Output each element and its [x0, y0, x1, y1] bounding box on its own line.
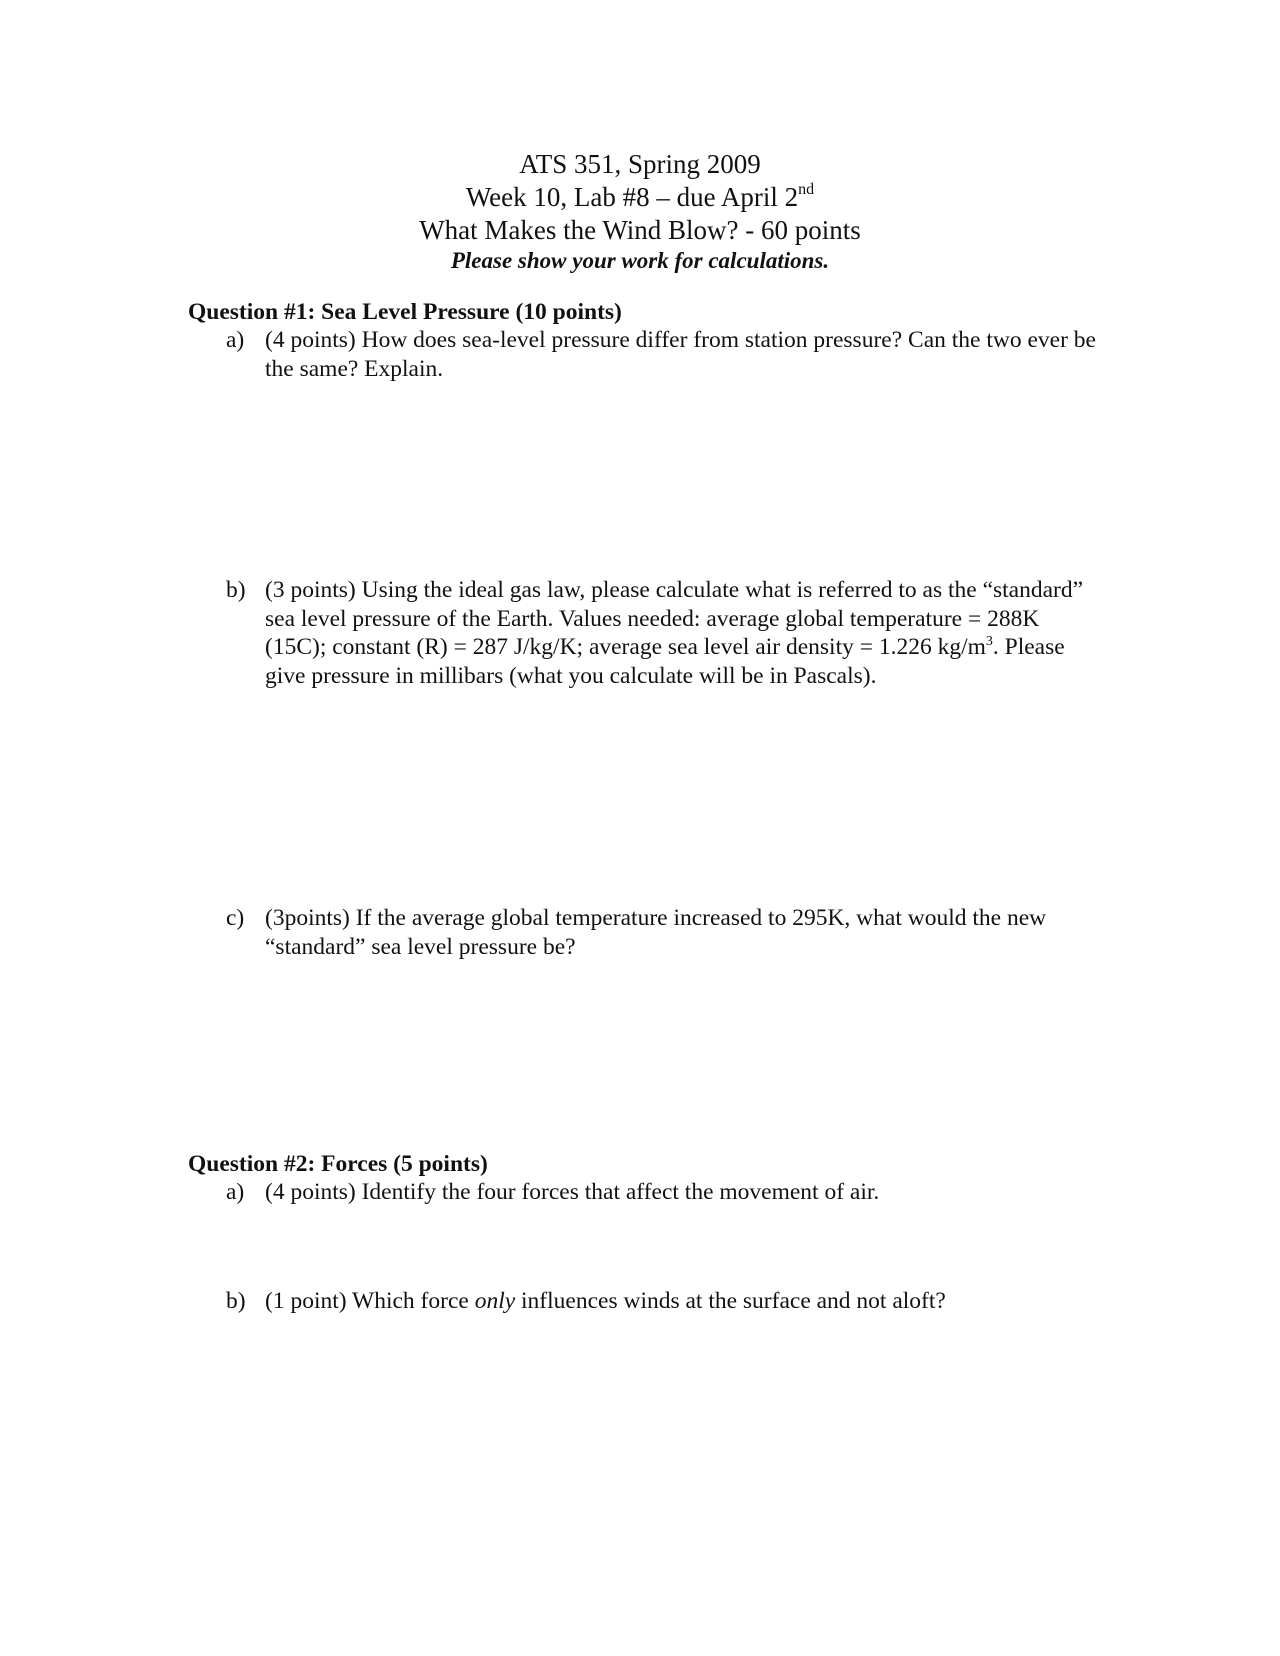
ordinal-suffix: nd — [798, 181, 815, 198]
question-1a — [226, 326, 1106, 383]
question-1b-text — [265, 576, 1106, 690]
question-2b-text — [265, 1287, 1106, 1316]
question-2a-text: (4 points) Identify the four forces that affect the movement of air. — [265, 1179, 880, 1205]
item-letter: b) — [226, 577, 246, 603]
course-title: ATS 351, Spring 2009 — [519, 149, 761, 179]
question-2a — [226, 1178, 1106, 1207]
item-letter: a) — [226, 327, 245, 353]
item-letter: a) — [226, 1179, 245, 1205]
question-1c-text: (3points) If the average global temperature increased to 295K, what would the new “standard” sea level pressure be? — [265, 905, 1047, 960]
lab-title: What Makes the Wind Blow? - 60 points — [419, 215, 861, 245]
question-1b-text-pre: (3 points) Using the ideal gas law, please calculate what is referred to as the “standard” sea level pressure of the Earth. Values needed: average global temperature = 288K (15C); constant (R) = 287 J/kg/K; average sea level air density = 1.226 kg/m — [265, 577, 1084, 660]
question-2b-text-post: influences winds at the surface and not aloft? — [515, 1288, 946, 1314]
item-letter: b) — [226, 1288, 246, 1314]
emphasis-only: only — [474, 1288, 516, 1314]
question-2b-text-pre: (1 point) Which force — [265, 1288, 475, 1314]
exponent: 3 — [985, 634, 993, 649]
item-letter: c) — [226, 905, 245, 931]
document-header — [0, 148, 1280, 275]
question-1c — [226, 904, 1106, 961]
instructions: Please show your work for calculations. — [450, 248, 830, 273]
lab-due-line — [0, 181, 1280, 214]
question-1b-text-post: . Please give pressure in millibars (what you calculate will be in Pascals). — [265, 634, 1065, 689]
question-2-title: Question #2: Forces (5 points) — [188, 1151, 488, 1177]
question-2b — [226, 1287, 1106, 1316]
question-1a-text: (4 points) How does sea-level pressure differ from station pressure? Can the two ever be the same? Explain. — [265, 327, 1096, 382]
question-1-title: Question #1: Sea Level Pressure (10 points) — [188, 299, 622, 325]
question-1b — [226, 576, 1106, 690]
lab-due-text: Week 10, Lab #8 – due April 2 — [465, 182, 799, 212]
